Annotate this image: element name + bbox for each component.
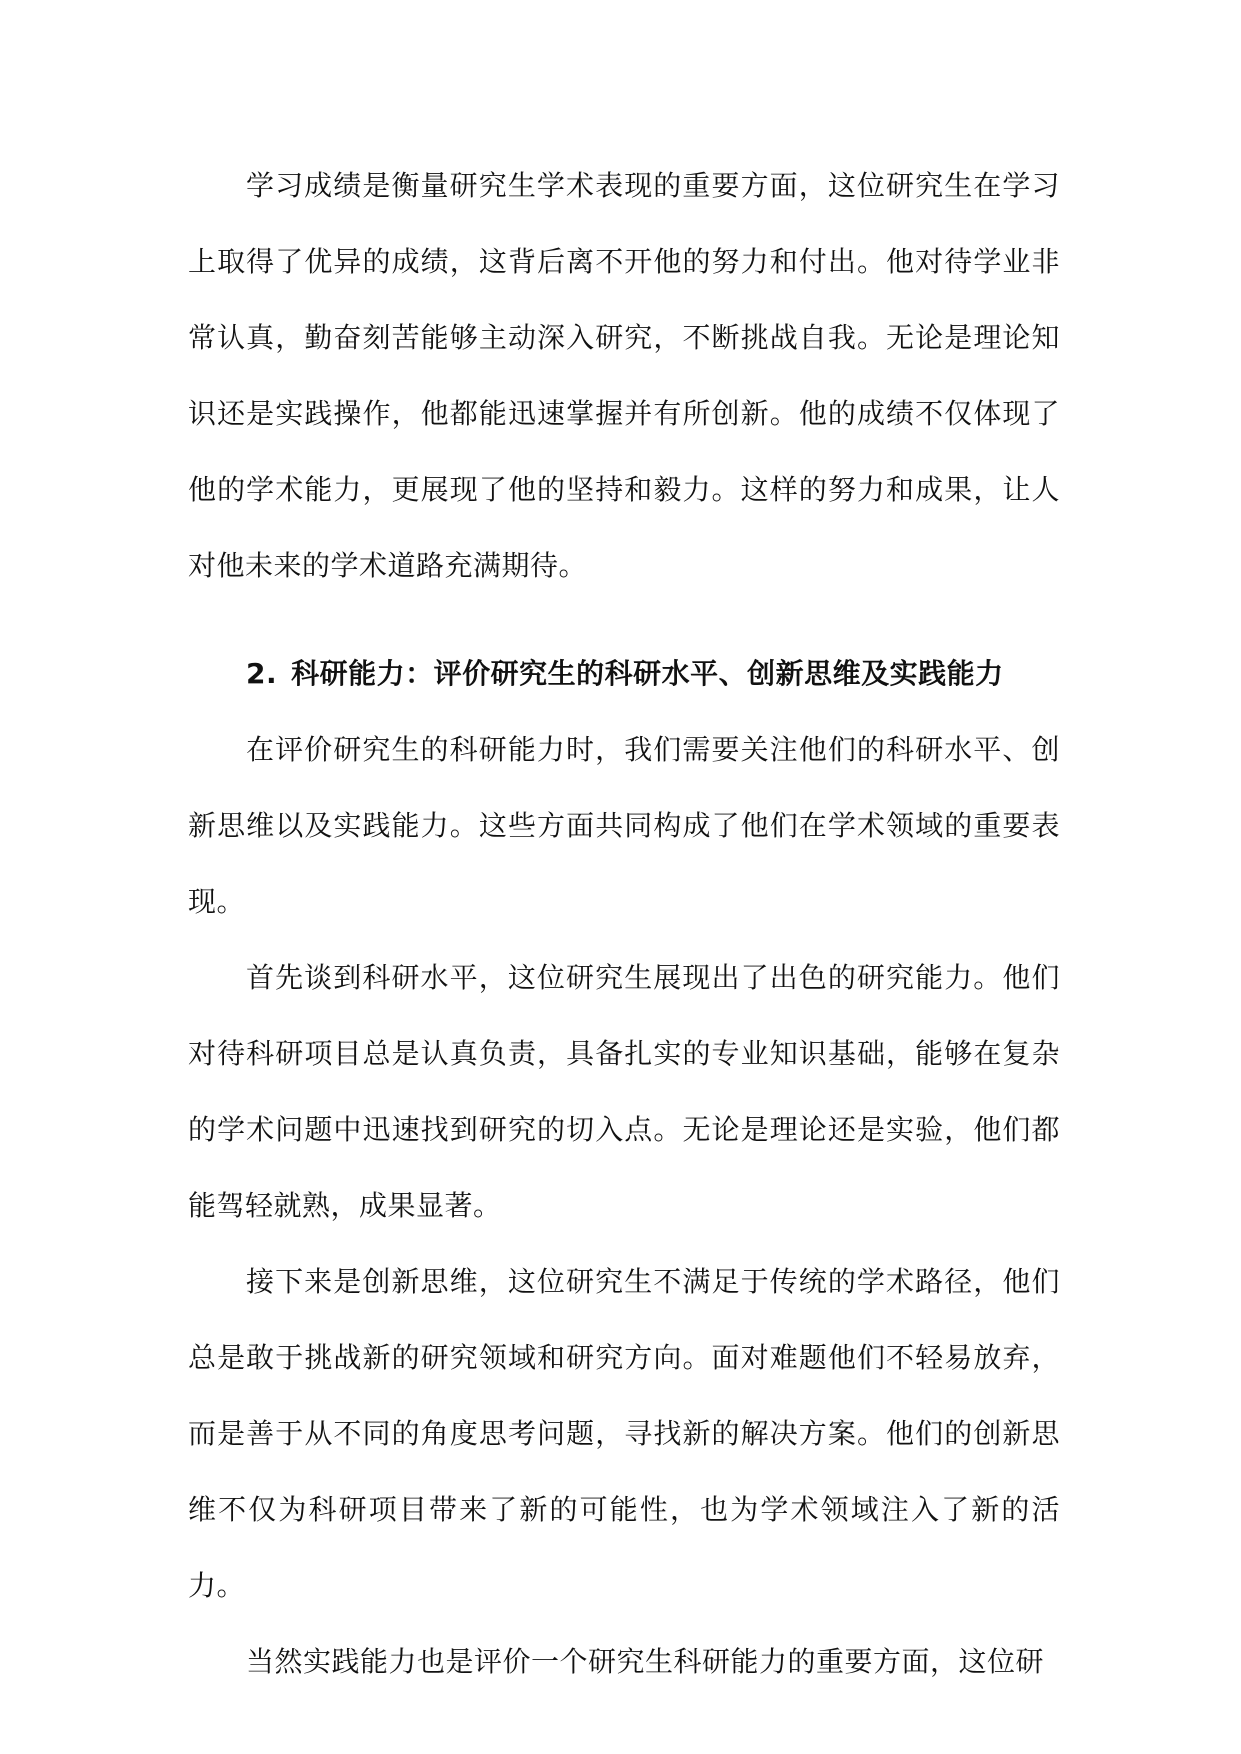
- paragraph-innovative-thinking: 接下来是创新思维，这位研究生不满足于传统的学术路径，他们总是敢于挑战新的研究领域和研究方向。面对难题他们不轻易放弃，而是善于从不同的角度思考问题，寻找新的解决方案。他们的创新思维不仅为科研项目带来了新的可能性，也为学术领域注入了新的活力。: [188, 1265, 1060, 1602]
- paragraph-research-intro: 在评价研究生的科研能力时，我们需要关注他们的科研水平、创新思维以及实践能力。这些方面共同构成了他们在学术领域的重要表现。: [188, 733, 1060, 918]
- paragraph-practical-ability: 当然实践能力也是评价一个研究生科研能力的重要方面，这位研: [246, 1645, 1045, 1678]
- section-number: 2.: [246, 657, 278, 690]
- paragraph-academic-performance: 学习成绩是衡量研究生学术表现的重要方面，这位研究生在学习上取得了优异的成绩，这背后离不开他的努力和付出。他对待学业非常认真，勤奋刻苦能够主动深入研究，不断挑战自我。无论是理论知识还是实践操作，他都能迅速掌握并有所创新。他的成绩不仅体现了他的学术能力，更展现了他的坚持和毅力。这样的努力和成果，让人对他未来的学术道路充满期待。: [188, 169, 1060, 582]
- document-body: [188, 148, 1060, 1700]
- section-heading: [188, 636, 1060, 712]
- paragraph-research-level: 首先谈到科研水平，这位研究生展现出了出色的研究能力。他们对待科研项目总是认真负责，具备扎实的专业知识基础，能够在复杂的学术问题中迅速找到研究的切入点。无论是理论还是实验，他们都能驾轻就熟，成果显著。: [188, 961, 1060, 1222]
- section-title: 科研能力：评价研究生的科研水平、创新思维及实践能力: [291, 657, 1004, 690]
